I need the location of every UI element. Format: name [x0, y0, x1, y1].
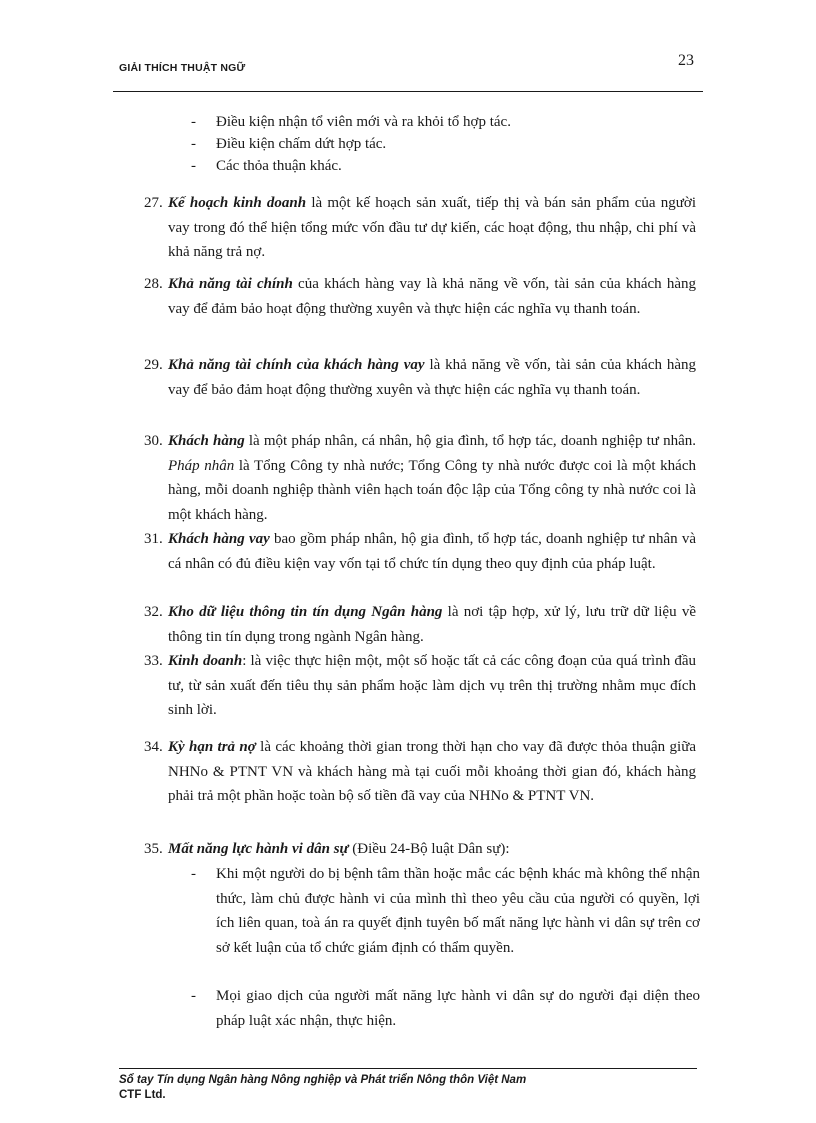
list-item — [0, 155, 816, 177]
entry-body — [168, 837, 696, 862]
entry-body — [168, 429, 696, 527]
entry-number: 28. — [144, 276, 163, 292]
bullet-text: Khi một người do bị bệnh tâm thần hoặc mắc các bệnh khác mà không thể nhận thức, làm chủ được hành vi của mình thì theo yêu cầu của người có quyền, lợi ích liên quan, toà án ra quyết định tuyên bố mất năng lực hành vi dân sự trên cơ sở kết luận của tổ chức giám định có thẩm quyền. — [216, 866, 700, 956]
header-title: GIẢI THÍCH THUẬT NGỮ — [119, 62, 246, 74]
entry-italic-term: Pháp nhân — [168, 457, 235, 474]
entry-number: 32. — [144, 604, 163, 620]
entry-definition: bao gồm pháp nhân, hộ gia đình, tổ hợp tác, doanh nghiệp tư nhân và cá nhân có đủ điều kiện vay vốn tại tổ chức tín dụng theo quy định của pháp luật. — [168, 531, 696, 572]
bullet-dash: - — [191, 158, 196, 174]
entry-definition-cont: là Tổng Công ty nhà nước; Tổng Công ty nhà nước được coi là một khách hàng, mỗi doanh nghiệp thành viên hạch toán độc lập của Tổng công ty nhà nước coi là một khách hàng. — [168, 457, 696, 523]
bullet-dash: - — [191, 114, 196, 130]
entry-term: Khả năng tài chính — [168, 276, 293, 292]
entry-definition: là một pháp nhân, cá nhân, hộ gia đình, tổ hợp tác, doanh nghiệp tư nhân. — [244, 433, 696, 449]
entry-body — [168, 649, 696, 723]
entry-body — [168, 191, 696, 265]
footer-book-title: Sổ tay Tín dụng Ngân hàng Nông nghiệp và Phát triển Nông thôn Việt Nam — [119, 1074, 527, 1086]
list-item — [0, 133, 816, 155]
entry-body — [168, 353, 696, 402]
bullet-text: Điều kiện nhận tổ viên mới và ra khỏi tổ hợp tác. — [216, 114, 511, 130]
entry-term: Kỳ hạn trả nợ — [168, 739, 256, 755]
list-item — [0, 111, 816, 133]
entry-body — [168, 735, 696, 809]
footer-company: CTF Ltd. — [119, 1089, 166, 1101]
entry-number: 33. — [144, 653, 163, 669]
entry-definition: (Điều 24-Bộ luật Dân sự): — [348, 841, 510, 857]
bullet-text: Điều kiện chấm dứt hợp tác. — [216, 136, 387, 152]
bullet-dash: - — [191, 866, 196, 882]
bullet-dash: - — [191, 988, 196, 1004]
page-footer — [119, 1073, 526, 1103]
entry-number: 34. — [144, 739, 163, 755]
entry-definition: là các khoảng thời gian trong thời hạn cho vay đã được thỏa thuận giữa NHNo & PTNT VN và khách hàng mà tại cuối mỗi khoảng thời gian đó, khách hàng phải trả một phần hoặc toàn bộ số tiền đã vay của NHNo & PTNT VN. — [168, 739, 696, 804]
entry-number: 31. — [144, 531, 163, 547]
page-number: 23 — [678, 52, 694, 69]
entry-definition: : là việc thực hiện một, một số hoặc tất cả các công đoạn của quá trình đầu tư, từ sản xuất đến tiêu thụ sản phẩm hoặc làm dịch vụ trên thị trường nhằm mục đích sinh lời. — [168, 653, 696, 718]
entry-definition: là nơi tập hợp, xử lý, lưu trữ dữ liệu về thông tin tín dụng trong ngành Ngân hàng. — [168, 604, 696, 645]
bullet-text: Mọi giao dịch của người mất năng lực hành vi dân sự do người đại diện theo pháp luật xác nhận, thực hiện. — [216, 988, 700, 1029]
entry-term: Khách hàng vay — [168, 531, 270, 547]
list-item — [0, 862, 816, 984]
entry-term: Kế hoạch kinh doanh — [168, 195, 307, 211]
entry-definition: là một kế hoạch sản xuất, tiếp thị và bán sản phẩm của người vay trong đó thể hiện tổng mức vốn đầu tư dự kiến, các hoạt động, thu nhập, chi phí và khả năng trả nợ. — [168, 195, 697, 260]
entry-body — [168, 272, 696, 321]
bullet-text: Các thỏa thuận khác. — [216, 158, 342, 174]
entry-35-bullet-list — [0, 862, 816, 1033]
list-item — [0, 984, 816, 1033]
entry-number: 27. — [144, 195, 163, 211]
footer-divider — [119, 1068, 697, 1069]
entry-definition: là khả năng về vốn, tài sản của khách hàng vay để bảo đảm hoạt động thường xuyên và thực hiện các nghĩa vụ thanh toán. — [168, 357, 696, 398]
entry-number: 30. — [144, 433, 163, 449]
entry-number: 29. — [144, 357, 163, 373]
entry-term: Mất năng lực hành vi dân sự — [168, 841, 349, 857]
entry-body — [168, 600, 696, 649]
entry-term: Kinh doanh — [168, 653, 243, 669]
entry-term: Khách hàng — [168, 433, 245, 449]
entry-number: 35. — [144, 841, 163, 857]
entry-term: Kho dữ liệu thông tin tín dụng Ngân hàng — [168, 604, 443, 620]
entry-body — [168, 527, 696, 576]
entry-term: Khả năng tài chính của khách hàng vay — [168, 357, 425, 373]
bullet-dash: - — [191, 136, 196, 152]
entry-definition: của khách hàng vay là khả năng về vốn, tài sản của khách hàng vay để đảm bảo hoạt động thường xuyên và thực hiện các nghĩa vụ thanh toán. — [168, 276, 696, 317]
top-bullet-list — [0, 111, 816, 177]
